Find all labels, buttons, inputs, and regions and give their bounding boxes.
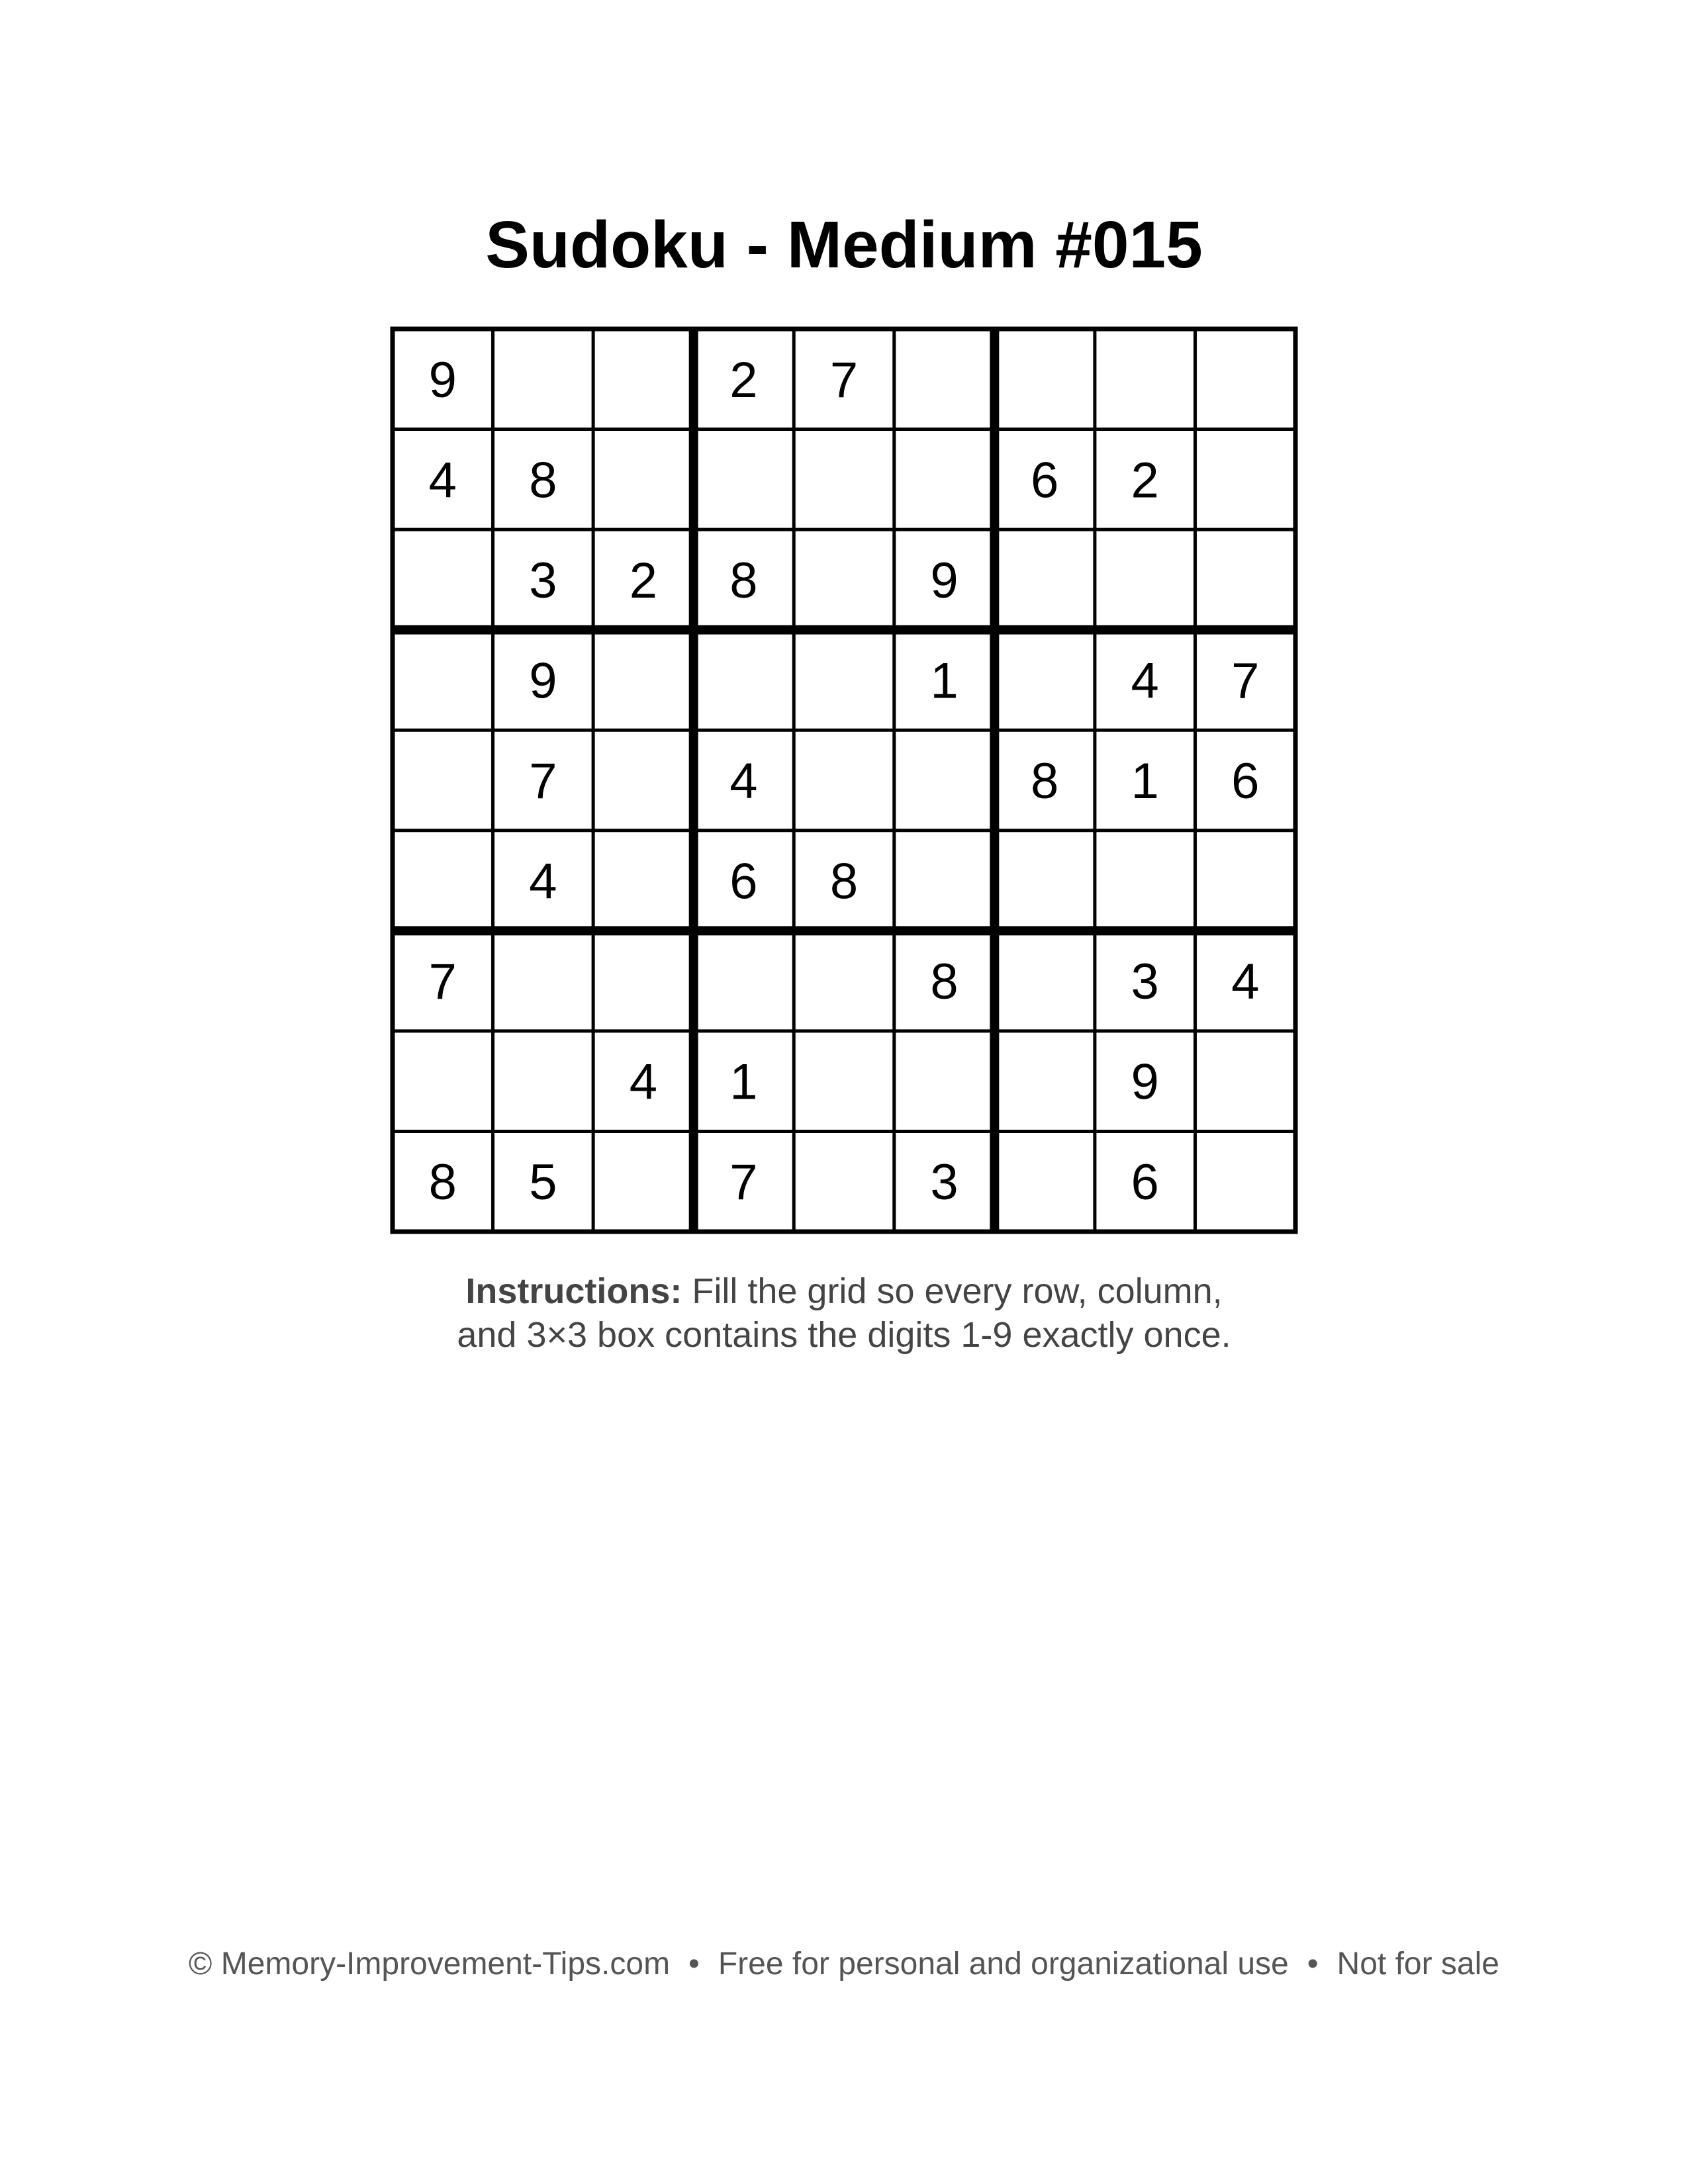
sudoku-cell[interactable]: [994, 1131, 1095, 1232]
sudoku-cell[interactable]: [593, 1131, 694, 1232]
sudoku-cell-digit: 8: [829, 853, 859, 910]
sudoku-cell-background: [1195, 831, 1295, 931]
sudoku-cell-background: [694, 430, 794, 530]
sudoku-cell-background: [794, 931, 894, 1031]
footer-not-for-sale: Not for sale: [1336, 1946, 1499, 1981]
instructions-line-2: and 3×3 box contains the digits 1-9 exactly once.: [457, 1315, 1231, 1355]
sudoku-cell-digit: 7: [829, 351, 859, 408]
sudoku-cell-digit: 2: [629, 552, 658, 609]
sudoku-cell[interactable]: [493, 931, 594, 1031]
sudoku-cell-digit: 8: [930, 954, 959, 1011]
sudoku-cell[interactable]: [593, 1031, 694, 1132]
sudoku-cell-digit: 1: [729, 1054, 758, 1111]
sudoku-cell-background: [593, 630, 694, 731]
sudoku-cell[interactable]: [1195, 931, 1295, 1031]
instructions-line-1: Fill the grid so every row, column,: [692, 1271, 1223, 1311]
sudoku-cell[interactable]: [593, 630, 694, 731]
instructions-label: Instructions:: [465, 1271, 682, 1311]
sudoku-cell[interactable]: [1195, 730, 1295, 831]
sudoku-cell-digit: 6: [1231, 753, 1260, 809]
sudoku-cell[interactable]: [994, 529, 1095, 630]
sudoku-cell[interactable]: [1195, 1131, 1295, 1232]
sudoku-cell[interactable]: [593, 329, 694, 430]
sudoku-cell-digit: 4: [529, 853, 557, 910]
sudoku-cell[interactable]: [694, 831, 794, 931]
sudoku-cell[interactable]: [393, 529, 493, 630]
footer: [0, 1946, 1688, 1982]
sudoku-cell-background: [493, 1031, 594, 1132]
sudoku-cell[interactable]: [994, 1031, 1095, 1132]
sudoku-cell[interactable]: [994, 329, 1095, 430]
sudoku-cell-background: [994, 630, 1095, 731]
sudoku-cell-background: [1195, 329, 1295, 430]
sudoku-cell[interactable]: [894, 329, 995, 430]
sudoku-cell-digit: 9: [529, 653, 557, 709]
sudoku-cell-background: [794, 529, 894, 630]
sudoku-cell-digit: 3: [930, 1154, 959, 1211]
sudoku-cell-background: [894, 730, 995, 831]
sudoku-cell[interactable]: [894, 1131, 995, 1232]
sudoku-cell[interactable]: [694, 730, 794, 831]
sudoku-cell-digit: 1: [1131, 753, 1159, 809]
footer-separator: •: [688, 1946, 700, 1981]
sudoku-cell[interactable]: [493, 730, 594, 831]
sudoku-cell-background: [593, 730, 694, 831]
sudoku-cell[interactable]: [593, 931, 694, 1031]
sudoku-cell[interactable]: [994, 931, 1095, 1031]
sudoku-cell[interactable]: [493, 630, 594, 731]
sudoku-cell-background: [593, 831, 694, 931]
sudoku-cell[interactable]: [1095, 931, 1196, 1031]
sudoku-cell[interactable]: [393, 831, 493, 931]
sudoku-cell-background: [994, 931, 1095, 1031]
sudoku-cell[interactable]: [794, 529, 894, 630]
footer-copyright: © Memory-Improvement-Tips.com: [189, 1946, 671, 1981]
sudoku-cell-digit: 7: [428, 954, 457, 1011]
sudoku-cell[interactable]: [1095, 430, 1196, 530]
sudoku-cell[interactable]: [1195, 329, 1295, 430]
sudoku-cell-background: [493, 931, 594, 1031]
sudoku-cell[interactable]: [1095, 529, 1196, 630]
sudoku-cell-background: [1195, 529, 1295, 630]
sudoku-cell-background: [994, 329, 1095, 430]
sudoku-cell[interactable]: [593, 529, 694, 630]
footer-license: Free for personal and organizational use: [718, 1946, 1289, 1981]
sudoku-cell[interactable]: [593, 730, 694, 831]
sudoku-cell-background: [994, 831, 1095, 931]
sudoku-cell-background: [593, 931, 694, 1031]
sudoku-cell-background: [1095, 831, 1196, 931]
sudoku-cell-digit: 6: [1030, 452, 1059, 509]
sudoku-cell[interactable]: [493, 329, 594, 430]
sudoku-cell[interactable]: [694, 630, 794, 731]
sudoku-cell[interactable]: [694, 329, 794, 430]
sudoku-cell-digit: 8: [1030, 753, 1059, 809]
sudoku-cell[interactable]: [1195, 630, 1295, 731]
sudoku-cell-digit: 2: [1131, 452, 1159, 509]
page-title: Sudoku - Medium #015: [485, 208, 1203, 282]
sudoku-cell-background: [794, 1031, 894, 1132]
sudoku-cell[interactable]: [493, 1031, 594, 1132]
sudoku-cell-digit: 1: [930, 653, 959, 709]
sudoku-cell[interactable]: [1095, 329, 1196, 430]
sudoku-cell-digit: 9: [428, 351, 457, 408]
sudoku-cell[interactable]: [994, 730, 1095, 831]
sudoku-cell-background: [894, 1031, 995, 1132]
sudoku-cell-digit: 4: [629, 1054, 658, 1111]
sudoku-cell[interactable]: [393, 931, 493, 1031]
sudoku-cell[interactable]: [994, 430, 1095, 530]
sudoku-cell-background: [393, 831, 493, 931]
footer-separator: •: [1307, 1946, 1319, 1981]
sudoku-cell[interactable]: [794, 931, 894, 1031]
sudoku-cell-background: [794, 1131, 894, 1232]
sudoku-cell-digit: 3: [1131, 954, 1159, 1011]
sudoku-cell[interactable]: [593, 831, 694, 931]
sudoku-cell[interactable]: [393, 1131, 493, 1232]
sudoku-cell-background: [794, 630, 894, 731]
sudoku-cell-digit: 8: [529, 452, 557, 509]
sudoku-cell-background: [1095, 329, 1196, 430]
sudoku-cell[interactable]: [994, 630, 1095, 731]
sudoku-cell[interactable]: [894, 630, 995, 731]
sudoku-cell[interactable]: [393, 329, 493, 430]
sudoku-cell-digit: 6: [1131, 1154, 1159, 1211]
sudoku-cell[interactable]: [1195, 529, 1295, 630]
sudoku-cell[interactable]: [393, 630, 493, 731]
sudoku-cell[interactable]: [694, 529, 794, 630]
sudoku-cell-background: [894, 329, 995, 430]
sudoku-cell-digit: 4: [1231, 954, 1260, 1011]
sudoku-cell-background: [1195, 1031, 1295, 1132]
sudoku-cell-background: [994, 1031, 1095, 1132]
sudoku-cell[interactable]: [493, 831, 594, 931]
sudoku-cell[interactable]: [593, 430, 694, 530]
sudoku-cell-background: [894, 831, 995, 931]
sudoku-cell-background: [794, 730, 894, 831]
sudoku-cell[interactable]: [1095, 630, 1196, 731]
sudoku-board[interactable]: [389, 325, 1299, 1236]
sudoku-cell-digit: 7: [729, 1154, 758, 1211]
sudoku-cell[interactable]: [894, 529, 995, 630]
sudoku-cell[interactable]: [493, 529, 594, 630]
sudoku-cell[interactable]: [1095, 831, 1196, 931]
sudoku-cell-background: [694, 630, 794, 731]
sudoku-cell-digit: 8: [729, 552, 758, 609]
sudoku-cell-background: [1195, 430, 1295, 530]
sudoku-cell[interactable]: [894, 1031, 995, 1132]
sudoku-cell-background: [994, 1131, 1095, 1232]
sudoku-cell-digit: 2: [729, 351, 758, 408]
sudoku-cell[interactable]: [794, 630, 894, 731]
sudoku-cell-digit: 6: [729, 853, 758, 910]
sudoku-cell-background: [393, 730, 493, 831]
sudoku-cell[interactable]: [1095, 1131, 1196, 1232]
sudoku-cell[interactable]: [1195, 1031, 1295, 1132]
sudoku-cell-background: [1095, 529, 1196, 630]
sudoku-cell-background: [393, 1031, 493, 1132]
sudoku-cell[interactable]: [894, 430, 995, 530]
sudoku-cell-background: [1195, 1131, 1295, 1232]
sudoku-cell-background: [994, 529, 1095, 630]
sudoku-cell-background: [593, 430, 694, 530]
sudoku-cell-digit: 8: [428, 1154, 457, 1211]
sudoku-cell[interactable]: [794, 430, 894, 530]
sudoku-cell[interactable]: [994, 831, 1095, 931]
sudoku-cell[interactable]: [1095, 1031, 1196, 1132]
sudoku-cell-digit: 9: [1131, 1054, 1159, 1111]
sudoku-cell[interactable]: [493, 430, 594, 530]
sudoku-cell-background: [393, 529, 493, 630]
sudoku-cell-background: [794, 430, 894, 530]
sudoku-cell-digit: 7: [529, 753, 557, 809]
sudoku-cell[interactable]: [393, 430, 493, 530]
sudoku-cell-background: [894, 430, 995, 530]
sudoku-grid[interactable]: [389, 325, 1299, 1236]
sudoku-cell[interactable]: [794, 329, 894, 430]
sudoku-cell-digit: 4: [729, 753, 758, 809]
sudoku-cell[interactable]: [794, 1131, 894, 1232]
instructions: [0, 1269, 1688, 1357]
sudoku-cell-digit: 4: [428, 452, 457, 509]
sudoku-cell-digit: 7: [1231, 653, 1260, 709]
sudoku-cell[interactable]: [694, 1131, 794, 1232]
sudoku-cell-background: [593, 1131, 694, 1232]
sudoku-cell[interactable]: [694, 931, 794, 1031]
sudoku-cell-digit: 4: [1131, 653, 1159, 709]
sudoku-cell-background: [694, 931, 794, 1031]
sudoku-cell-digit: 5: [529, 1154, 557, 1211]
sudoku-cell[interactable]: [894, 831, 995, 931]
sudoku-cell[interactable]: [694, 430, 794, 530]
sudoku-cell[interactable]: [794, 831, 894, 931]
sudoku-cell[interactable]: [894, 730, 995, 831]
sudoku-cell-background: [393, 630, 493, 731]
sudoku-cell[interactable]: [1195, 430, 1295, 530]
sudoku-cell[interactable]: [694, 1031, 794, 1132]
sudoku-cell[interactable]: [1095, 730, 1196, 831]
sudoku-cell-background: [593, 329, 694, 430]
sudoku-cell-digit: 9: [930, 552, 959, 609]
sudoku-cell[interactable]: [894, 931, 995, 1031]
sudoku-cell[interactable]: [393, 1031, 493, 1132]
sudoku-cell[interactable]: [1195, 831, 1295, 931]
sudoku-cell[interactable]: [493, 1131, 594, 1232]
sudoku-cell-background: [493, 329, 594, 430]
sudoku-cell[interactable]: [794, 730, 894, 831]
sudoku-cell-digit: 3: [529, 552, 557, 609]
sudoku-cell[interactable]: [393, 730, 493, 831]
sudoku-cell[interactable]: [794, 1031, 894, 1132]
